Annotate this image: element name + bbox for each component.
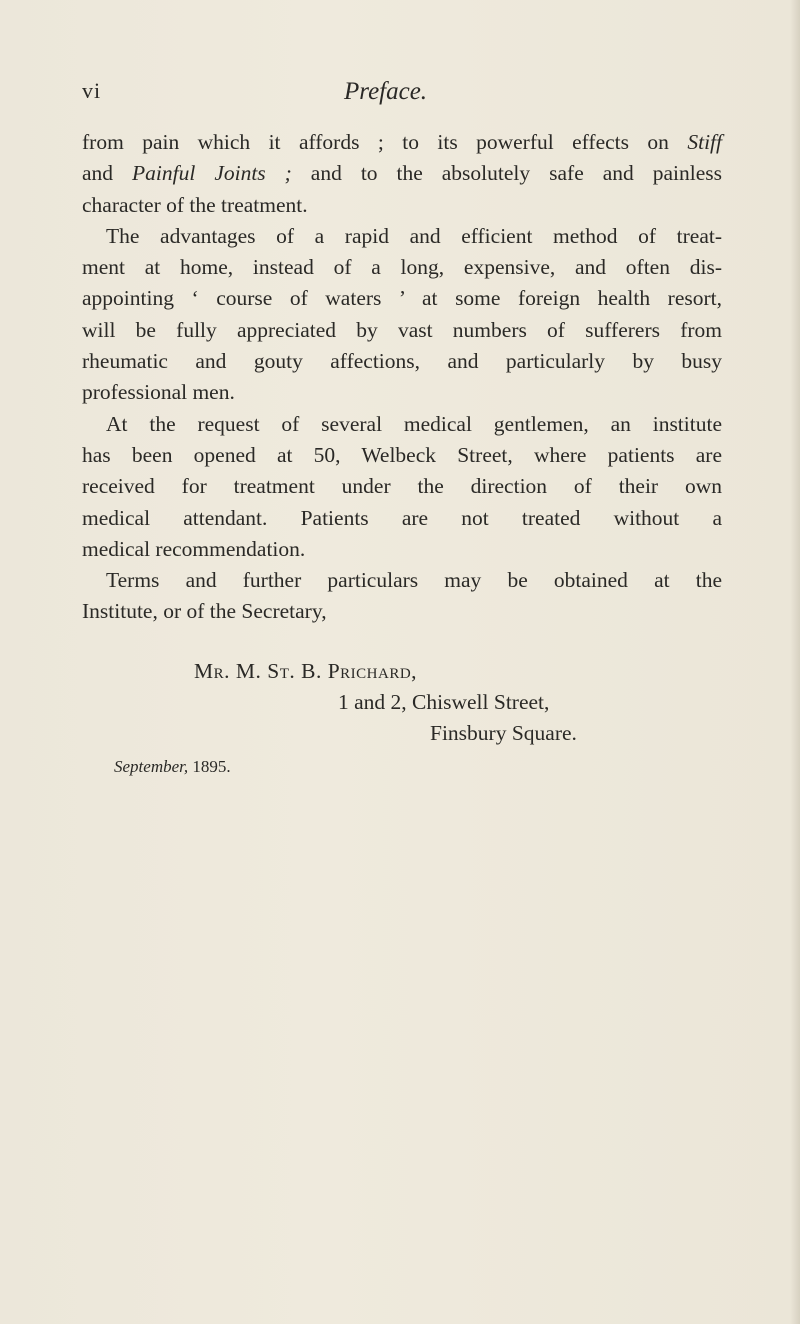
date-month: September, bbox=[114, 757, 189, 776]
signature-address-line2: Finsbury Square. bbox=[430, 721, 577, 745]
text-line: professional men. bbox=[82, 380, 235, 405]
text-line: from pain which it affords ; to its powerful effects on Stiff bbox=[82, 130, 723, 154]
text-line: Institute, or of the Secretary, bbox=[82, 599, 327, 624]
text-line: has been opened at 50, Welbeck Street, where patients are bbox=[82, 442, 722, 467]
page-number: vi bbox=[82, 78, 102, 103]
text-line: The advantages of a rapid and efficient method of treat- bbox=[106, 223, 722, 248]
text-line: and Painful Joints ; and to the absolutely safe and painless bbox=[82, 161, 723, 186]
text-line: medical recommendation. bbox=[82, 536, 306, 561]
text-line: character of the treatment. bbox=[82, 192, 308, 217]
text-line: ment at home, instead of a long, expensive, and often dis- bbox=[82, 255, 722, 280]
date-year: 1895. bbox=[192, 757, 231, 776]
text-line: medical attendant. Patients are not treated without a bbox=[82, 505, 722, 530]
running-title: Preface. bbox=[344, 78, 428, 105]
preface-text bbox=[82, 127, 722, 628]
page-edge-shadow bbox=[790, 0, 800, 1324]
text-line: At the request of several medical gentlemen, an institute bbox=[106, 411, 722, 436]
signature-address-line1: 1 and 2, Chiswell Street, bbox=[338, 690, 550, 714]
text-line: appointing ‘ course of waters ’ at some foreign health resort, bbox=[82, 286, 722, 311]
text-line: Terms and further particulars may be obtained at the bbox=[106, 568, 722, 593]
text-line: received for treatment under the direction of their own bbox=[82, 474, 722, 499]
signature-name: Mr. M. St. B. Prichard, bbox=[194, 659, 418, 683]
text-line: rheumatic and gouty affections, and particularly by busy bbox=[82, 349, 722, 374]
text-line: will be fully appreciated by vast numbers of sufferers from bbox=[82, 317, 722, 342]
page-header bbox=[82, 78, 722, 112]
date-line bbox=[114, 757, 231, 777]
